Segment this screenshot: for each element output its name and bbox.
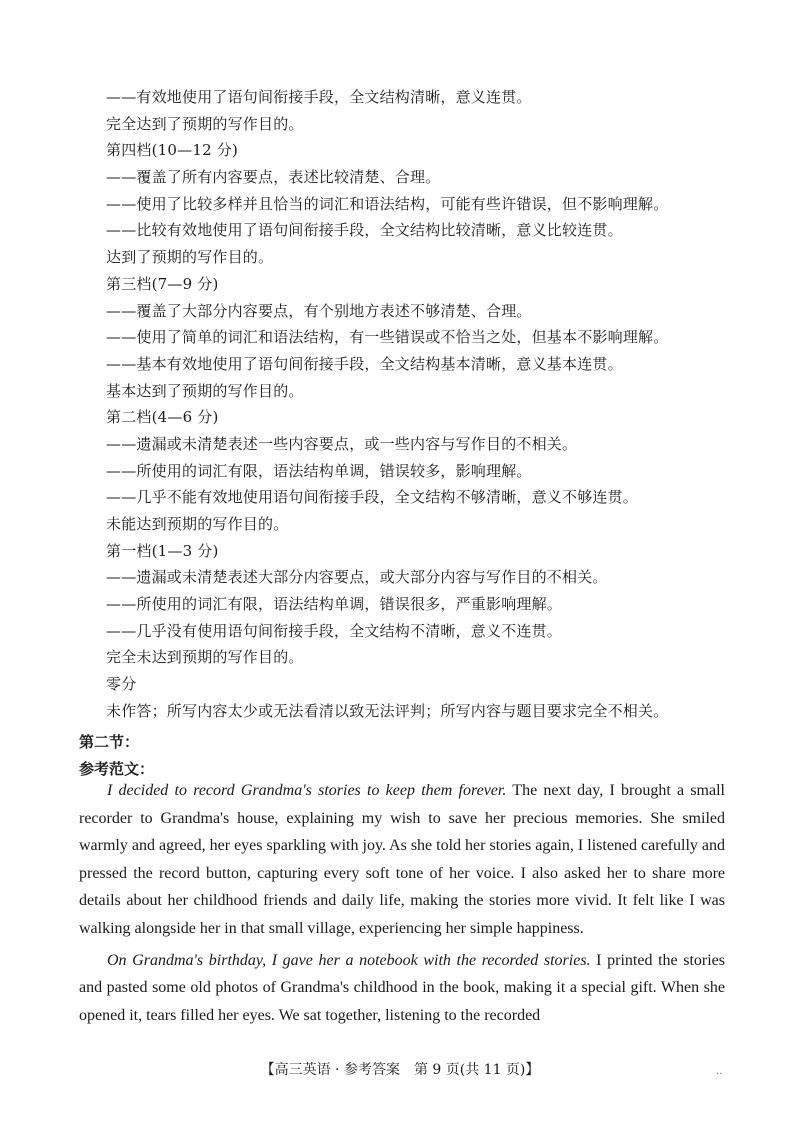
essay-paragraph-2-body: I printed the stories and pasted some old photos of Grandma's childhood in the book, making it a special gift. When she opened it, tears filled her eyes. We sat together, listening to the recorded bbox=[79, 951, 726, 1024]
rubric-level-heading: 零分 bbox=[106, 675, 137, 694]
rubric-line: ——使用了比较多样并且恰当的词汇和语法结构，可能有些许错误，但不影响理解。 bbox=[106, 194, 669, 213]
rubric-line: 完全达到了预期的写作目的。 bbox=[106, 114, 304, 133]
rubric-line: ——比较有效地使用了语句间衔接手段，全文结构比较清晰，意义比较连贯。 bbox=[106, 221, 623, 240]
essay-paragraph-2-opening: On Grandma's birthday, I gave her a notebook with the recorded stories. bbox=[107, 951, 591, 969]
rubric-line: ——几乎没有使用语句间衔接手段，全文结构不清晰，意义不连贯。 bbox=[106, 621, 563, 640]
rubric-line: ——所使用的词汇有限，语法结构单调，错误较多，影响理解。 bbox=[106, 461, 532, 480]
rubric-line: 完全未达到预期的写作目的。 bbox=[106, 648, 304, 667]
essay-paragraph-1 bbox=[79, 777, 725, 943]
rubric-level-heading: 第三档(7—9 分) bbox=[106, 274, 219, 293]
model-essay-heading: 参考范文： bbox=[79, 760, 155, 778]
corner-mark: ‥ bbox=[716, 1066, 723, 1077]
rubric-line: ——使用了简单的词汇和语法结构，有一些错误或不恰当之处，但基本不影响理解。 bbox=[106, 328, 669, 347]
rubric-line: ——覆盖了所有内容要点，表述比较清楚、合理。 bbox=[106, 168, 441, 187]
essay-paragraph-2 bbox=[79, 947, 725, 1030]
rubric-line: 基本达到了预期的写作目的。 bbox=[106, 381, 304, 400]
rubric-line: 未作答；所写内容太少或无法看清以致无法评判；所写内容与题目要求完全不相关。 bbox=[106, 701, 669, 720]
rubric-line: ——有效地使用了语句间衔接手段，全文结构清晰，意义连贯。 bbox=[106, 88, 532, 106]
essay-paragraph-1-body: The next day, I brought a small recorder to Grandma's house, explaining my wish to save her precious memories. She smiled warmly and agreed, her eyes sparkling with joy. As she told her stories again, I listened carefully and pressed the record button, capturing every soft tone of her voice. I also asked her to share more details about her childhood friends and daily life, making the stories more vivid. It felt like I was walking alongside her in that small village, experiencing her simple happiness. bbox=[79, 782, 725, 937]
rubric-line: ——基本有效地使用了语句间衔接手段，全文结构基本清晰，意义基本连贯。 bbox=[106, 354, 623, 373]
rubric-level-heading: 第二档(4—6 分) bbox=[106, 408, 219, 427]
section-2-heading: 第二节： bbox=[79, 733, 140, 751]
rubric-line: 达到了预期的写作目的。 bbox=[106, 248, 274, 267]
rubric-line: 未能达到预期的写作目的。 bbox=[106, 515, 289, 533]
rubric-line: ——覆盖了大部分内容要点，有个别地方表述不够清楚、合理。 bbox=[106, 301, 532, 320]
rubric-level-heading: 第一档(1—3 分) bbox=[106, 541, 219, 560]
essay-paragraph-1-opening: I decided to record Grandma's stories to keep them forever. bbox=[107, 782, 507, 799]
scoring-rubric bbox=[106, 84, 726, 725]
rubric-line: ——遗漏或未清楚表述大部分内容要点，或大部分内容与写作目的不相关。 bbox=[106, 568, 608, 587]
rubric-line: ——几乎不能有效地使用语句间衔接手段，全文结构不够清晰，意义不够连贯。 bbox=[106, 488, 639, 507]
rubric-line: ——遗漏或未清楚表述一些内容要点，或一些内容与写作目的不相关。 bbox=[106, 434, 578, 453]
page-footer: 【高三英语 · 参考答案 第 9 页(共 11 页)】 bbox=[260, 1062, 540, 1078]
rubric-line: ——所使用的词汇有限，语法结构单调，错误很多，严重影响理解。 bbox=[106, 595, 563, 614]
rubric-level-heading: 第四档(10—12 分) bbox=[106, 141, 239, 160]
model-essay bbox=[79, 777, 725, 1029]
